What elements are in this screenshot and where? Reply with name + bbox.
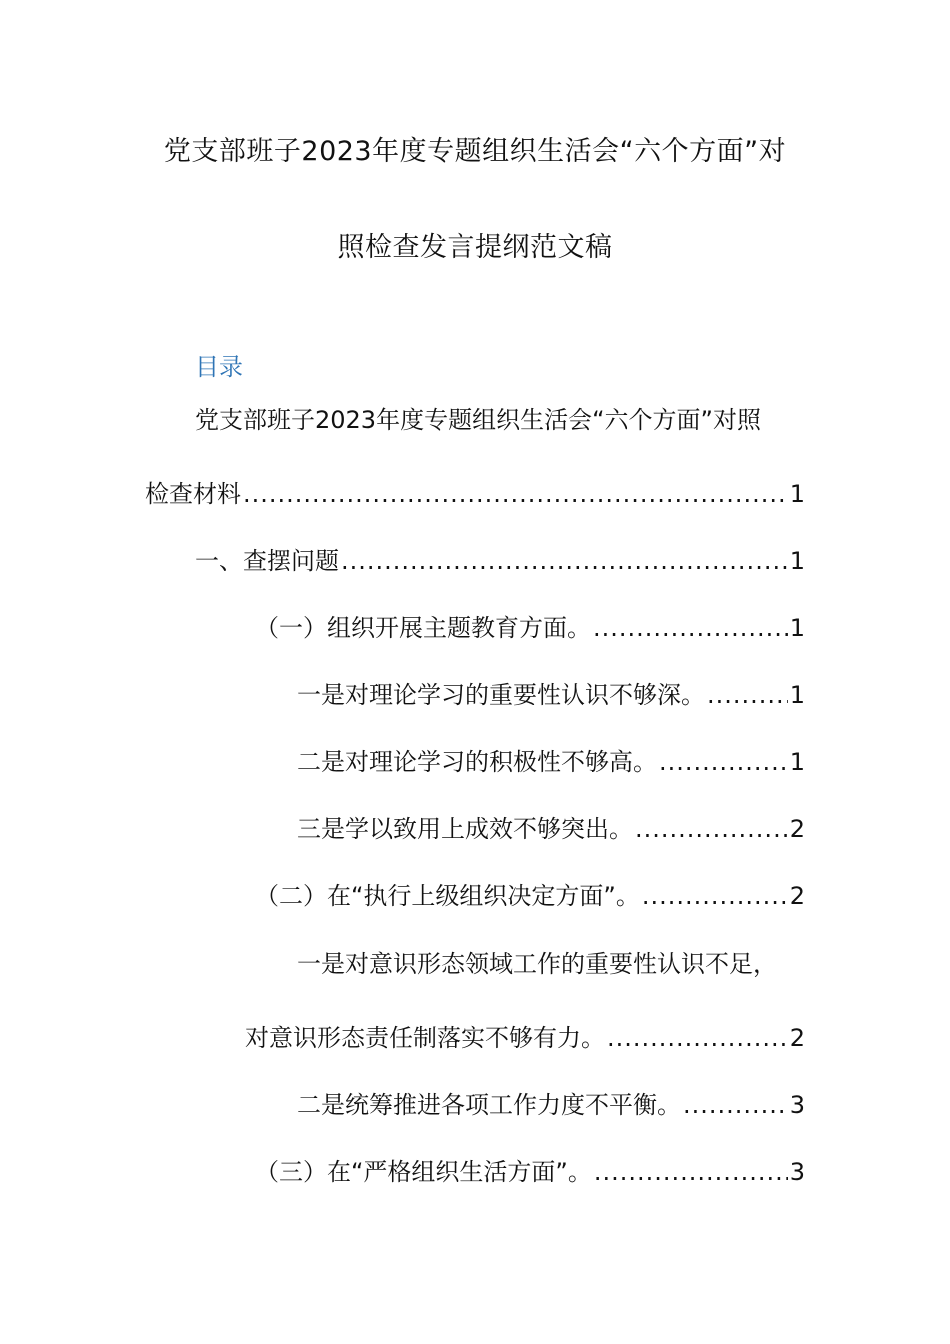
toc-entry-text: 二是对理论学习的积极性不够高。 <box>297 748 657 776</box>
toc-entry-text: （二）在“执行上级组织决定方面”。 <box>255 882 640 910</box>
document-title-line-2: 照检查发言提纲范文稿 <box>337 232 613 263</box>
toc-leader-dots <box>683 1087 788 1123</box>
toc-heading[interactable]: 目录 <box>195 353 243 381</box>
toc-entry-text: 三是学以致用上成效不够突出。 <box>297 815 633 843</box>
toc-entry-text: 一是对理论学习的重要性认识不够深。 <box>297 681 705 709</box>
toc-entry-text: 检查材料 <box>145 480 241 508</box>
toc-entry-page: 1 <box>789 748 805 776</box>
toc-entry-page: 1 <box>789 480 805 508</box>
toc-entry-item-2-1[interactable] <box>245 1020 805 1056</box>
toc-leader-dots <box>635 811 788 847</box>
toc-entry-page: 1 <box>789 614 805 642</box>
toc-leader-dots <box>243 476 788 512</box>
toc-entry-item-1-3[interactable] <box>297 811 805 847</box>
document-title-line-1: 党支部班子2023年度专题组织生活会“六个方面”对 <box>163 136 787 167</box>
toc-leader-dots <box>594 1154 788 1190</box>
toc-entry-item-2-1-line1[interactable]: 一是对意识形态领域工作的重要性认识不足， <box>297 950 777 978</box>
toc-entry-page: 2 <box>789 1024 805 1052</box>
toc-entry-page: 2 <box>789 882 805 910</box>
toc-entry-text: （三）在“严格组织生活方面”。 <box>255 1158 592 1186</box>
toc-leader-dots <box>341 543 788 579</box>
toc-entry-title[interactable] <box>145 476 805 512</box>
toc-entry-section-1[interactable] <box>195 543 805 579</box>
toc-entry-text: 二是统筹推进各项工作力度不平衡。 <box>297 1091 681 1119</box>
toc-entry-subsection-1[interactable] <box>255 610 805 646</box>
toc-entry-page: 3 <box>789 1091 805 1119</box>
toc-leader-dots <box>607 1020 788 1056</box>
toc-entry-title-line1[interactable]: 党支部班子2023年度专题组织生活会“六个方面”对照 <box>195 406 761 434</box>
toc-entry-subsection-2[interactable] <box>255 878 805 914</box>
toc-entry-item-1-2[interactable] <box>297 744 805 780</box>
toc-entry-text: 对意识形态责任制落实不够有力。 <box>245 1024 605 1052</box>
toc-entry-subsection-3[interactable] <box>255 1154 805 1190</box>
toc-entry-page: 3 <box>789 1158 805 1186</box>
toc-entry-page: 2 <box>789 815 805 843</box>
toc-leader-dots <box>642 878 788 914</box>
toc-entry-item-1-1[interactable] <box>297 677 805 713</box>
toc-leader-dots <box>593 610 788 646</box>
toc-leader-dots <box>707 677 788 713</box>
toc-leader-dots <box>659 744 788 780</box>
toc-entry-item-2-2[interactable] <box>297 1087 805 1123</box>
toc-entry-text: （一）组织开展主题教育方面。 <box>255 614 591 642</box>
toc-entry-page: 1 <box>789 681 805 709</box>
toc-entry-text: 一、查摆问题 <box>195 547 339 575</box>
toc-entry-page: 1 <box>789 547 805 575</box>
